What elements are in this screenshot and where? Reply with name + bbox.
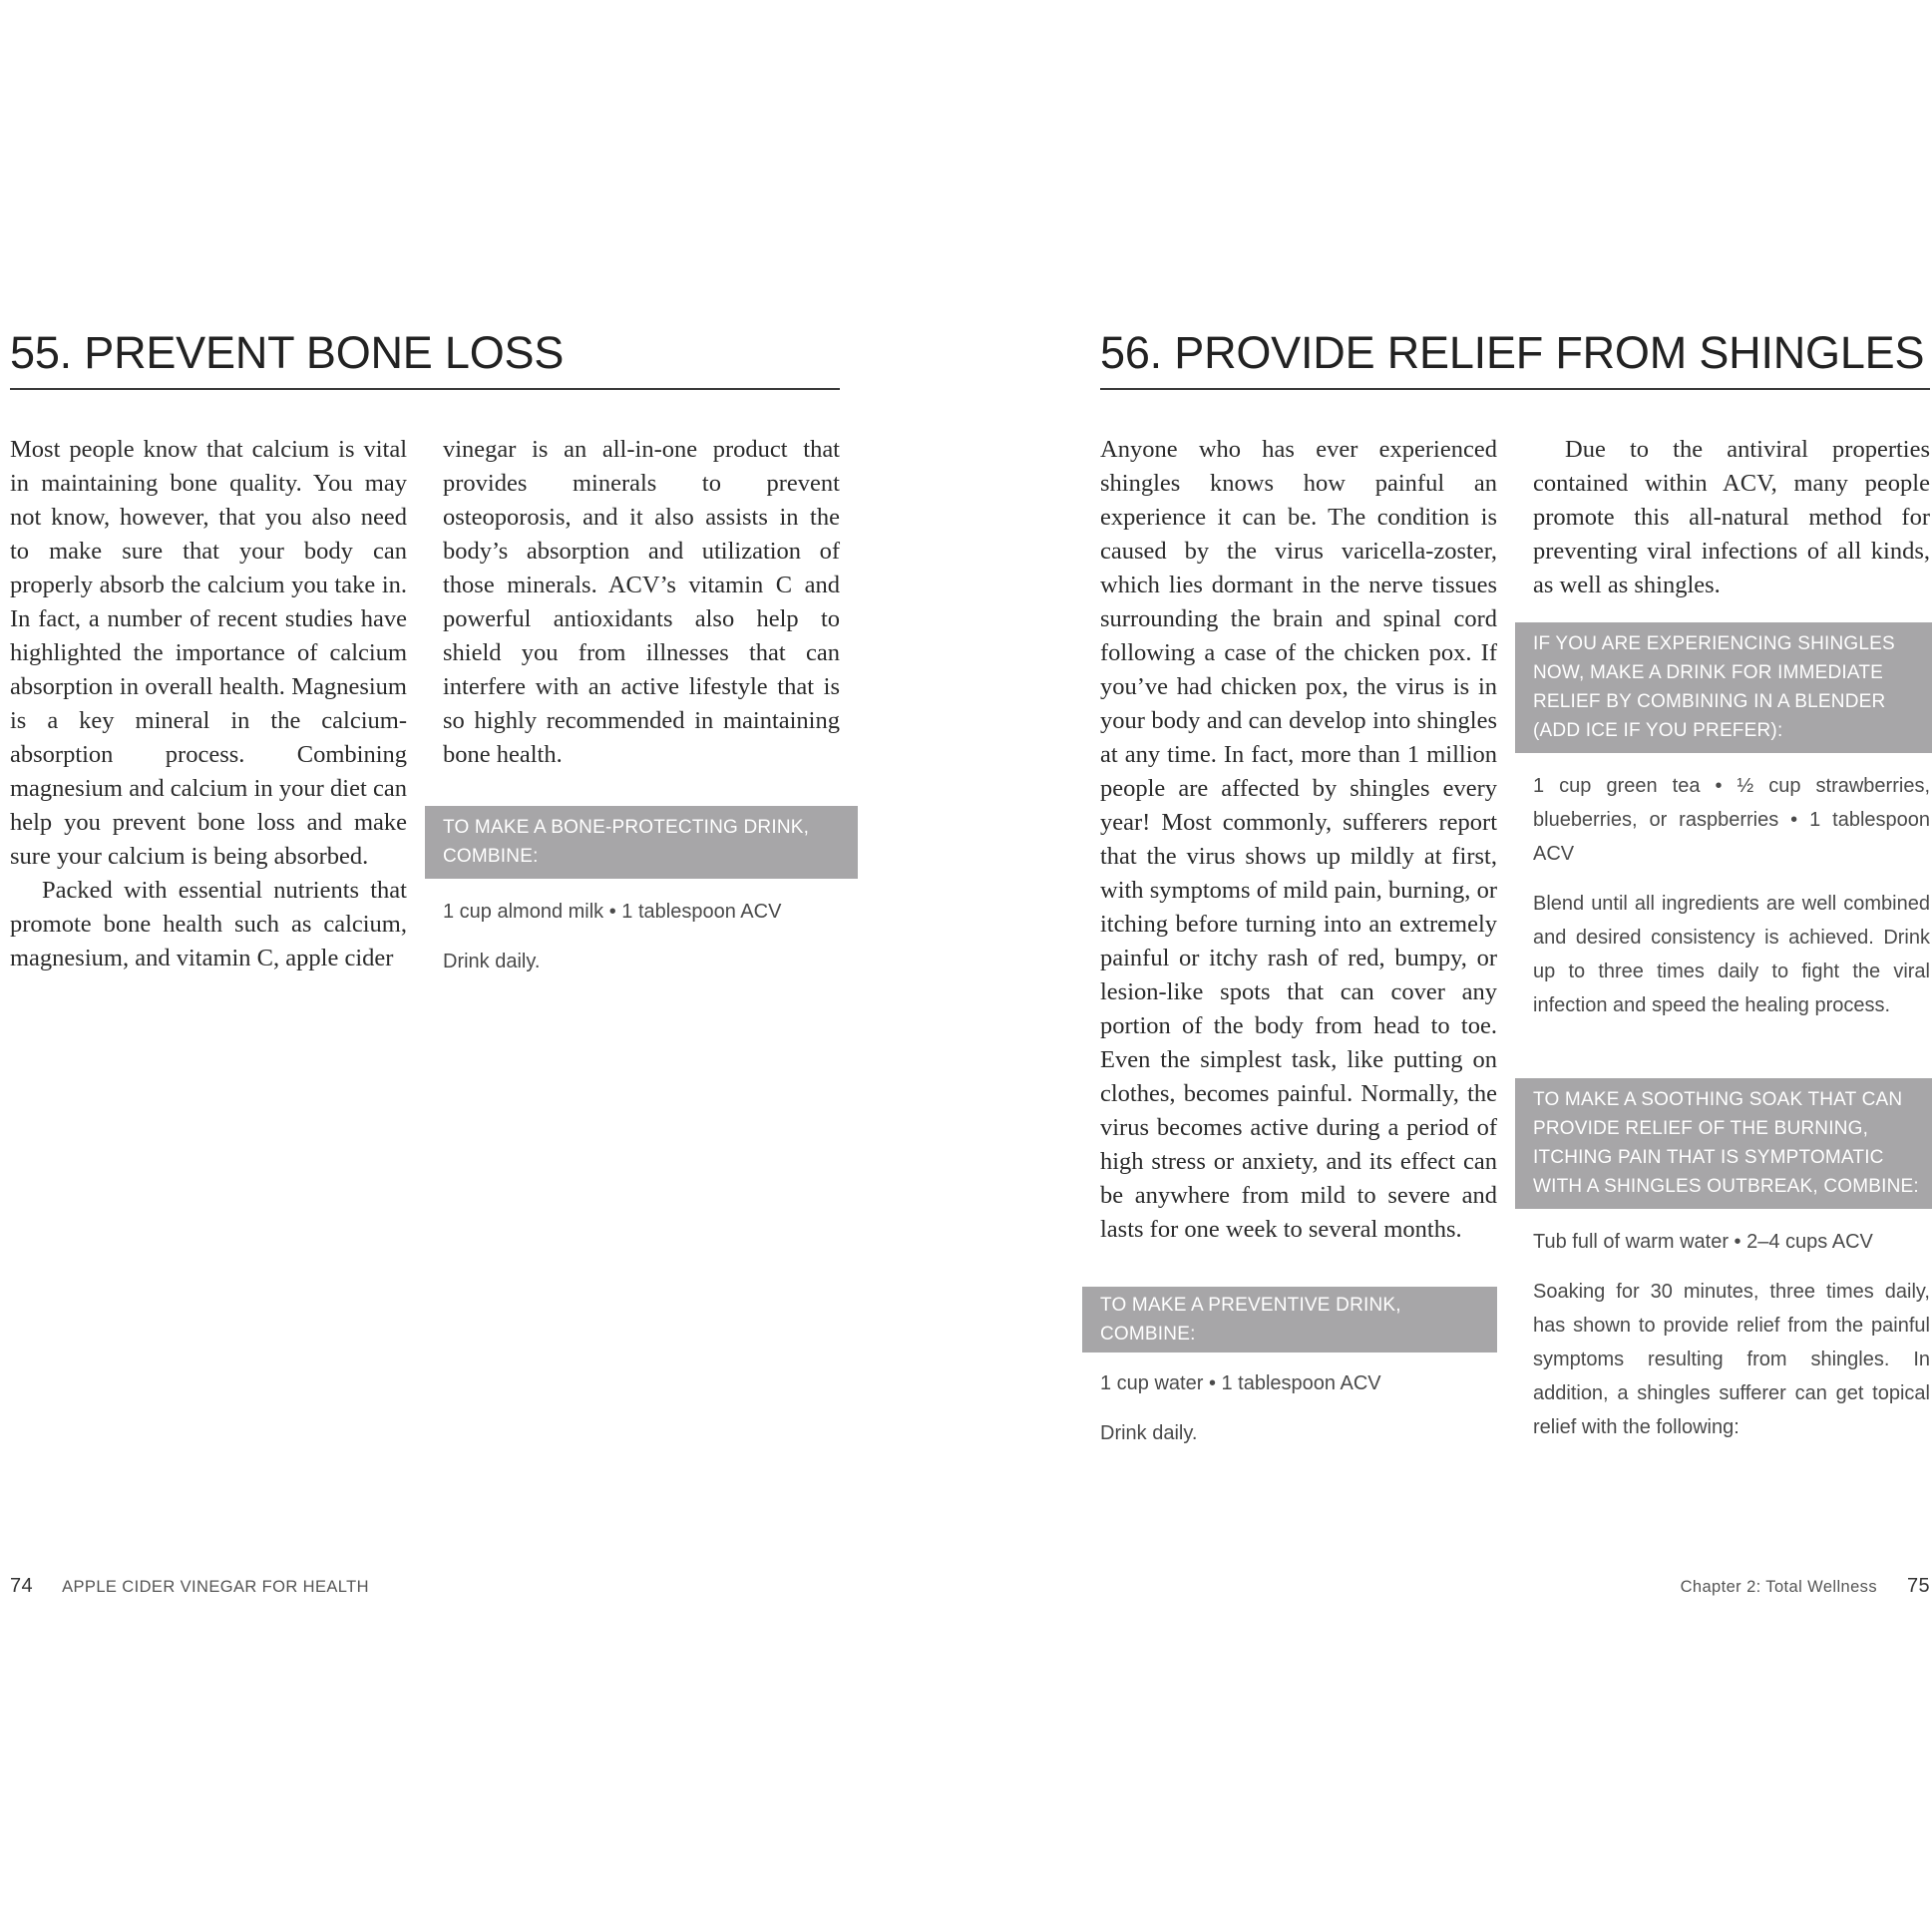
recipe-instructions: Drink daily. bbox=[443, 951, 541, 972]
recipe-callout: TO MAKE A PREVENTIVE DRINK, COMBINE: bbox=[1082, 1287, 1497, 1352]
section-heading-55: 55. PREVENT BONE LOSS bbox=[10, 327, 565, 378]
right-column-1 bbox=[1100, 433, 1497, 1450]
chapter-title: Chapter 2: Total Wellness bbox=[1680, 1578, 1877, 1596]
page-number: 74 bbox=[10, 1575, 34, 1597]
heading-rule bbox=[1100, 388, 1930, 390]
recipe-callout: TO MAKE A BONE-PROTECTING DRINK, COMBINE: bbox=[425, 806, 858, 879]
heading-rule bbox=[10, 388, 840, 390]
recipe-instructions: Blend until all ingredients are well combined and desired consistency is achieved. Drink up to three times daily to fight the viral infection and speed the healing process. bbox=[1533, 893, 1930, 1016]
body-paragraph: vinegar is an all-in-one product that provides minerals to prevent osteoporosis, and it also assists in the body’s absorption and utilization of those minerals. ACV’s vitamin C and powerful antioxidants also help to shield you from illnesses that can interfere with an active lifestyle that is so highly recommended in maintaining bone health. bbox=[443, 436, 840, 768]
body-paragraph: Most people know that calcium is vital in maintaining bone quality. You may not know, however, that you also need to make sure that your body can properly absorb the calcium you take in. In fact, a number of recent studies have highlighted the importance of calcium absorption in overall health. Magnesium is a key mineral in the calcium-absorption process. Combining magnesium and calcium in your diet can help you prevent bone loss and make sure your calcium is being absorbed. bbox=[10, 436, 407, 870]
recipe-ingredients: 1 cup green tea • ½ cup strawberries, blueberries, or raspberries • 1 tablespoon ACV bbox=[1533, 775, 1930, 865]
book-title: APPLE CIDER VINEGAR FOR HEALTH bbox=[62, 1578, 369, 1596]
body-paragraph: Due to the antiviral properties contained within ACV, many people promote this all-natural method for preventing viral infections of all kinds, as well as shingles. bbox=[1533, 436, 1930, 598]
body-paragraph: Anyone who has ever experienced shingles knows how painful an experience it can be. The condition is caused by the virus varicella-zoster, which lies dormant in the nerve tissues surrounding the brain and spinal cord following a case of the chicken pox. If you’ve had chicken pox, the virus is in your body and can develop into shingles at any time. In fact, more than 1 million people are affected by shingles every year! Most commonly, sufferers report that the virus shows up mildly at first, with symptoms of mild pain, burning, or itching before turning into an extremely painful or itchy rash of red, bumpy, or lesion-like spots that can cover any portion of the body from head to toe. Even the simplest task, like putting on clothes, becomes painful. Normally, the virus becomes active during a period of high stress or anxiety, and its effect can be anywhere from mild to severe and lasts for one week to several months. bbox=[1100, 436, 1497, 1243]
recipe-callout: TO MAKE A SOOTHING SOAK THAT CAN PROVIDE RELIEF OF THE BURNING, ITCHING PAIN THAT IS SYMPTOMATIC WITH A SHINGLES OUTBREAK, COMBINE: bbox=[1515, 1078, 1932, 1209]
left-column-2 bbox=[443, 433, 840, 978]
footer-left bbox=[10, 1575, 369, 1598]
right-column-2 bbox=[1533, 433, 1930, 1444]
recipe-ingredients: 1 cup almond milk • 1 tablespoon ACV bbox=[443, 901, 782, 923]
recipe-instructions: Soaking for 30 minutes, three times daily, has shown to provide relief from the painful symptoms resulting from shingles. In addition, a shingles sufferer can get topical relief with the following: bbox=[1533, 1281, 1930, 1438]
section-heading-56: 56. PROVIDE RELIEF FROM SHINGLES bbox=[1100, 327, 1925, 378]
page-number: 75 bbox=[1906, 1575, 1930, 1597]
recipe-instructions: Drink daily. bbox=[1100, 1422, 1198, 1444]
recipe-ingredients: 1 cup water • 1 tablespoon ACV bbox=[1100, 1372, 1381, 1394]
body-paragraph: Packed with essential nutrients that promote bone health such as calcium, magnesium, and vitamin C, apple cider bbox=[10, 877, 407, 971]
left-column-1 bbox=[10, 433, 407, 975]
recipe-callout: IF YOU ARE EXPERIENCING SHINGLES NOW, MAKE A DRINK FOR IMMEDIATE RELIEF BY COMBINING IN A BLENDER (ADD ICE IF YOU PREFER): bbox=[1515, 622, 1932, 753]
footer-right bbox=[1681, 1575, 1930, 1598]
recipe-ingredients: Tub full of warm water • 2–4 cups ACV bbox=[1533, 1231, 1873, 1253]
